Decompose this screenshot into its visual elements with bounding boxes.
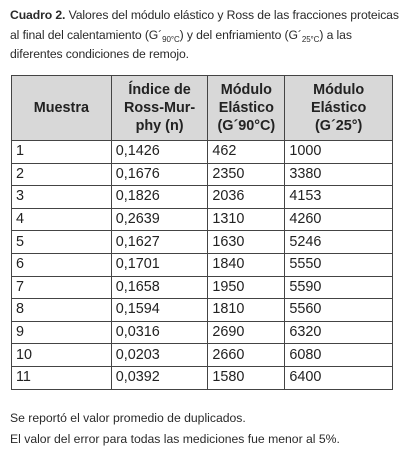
cell-ross: 0,2639 bbox=[111, 208, 208, 231]
caption-subscript-90c: 90°C bbox=[162, 34, 180, 44]
cell-ross: 0,1594 bbox=[111, 299, 208, 322]
cell-g90: 1950 bbox=[208, 276, 285, 299]
cell-ross: 0,0203 bbox=[111, 344, 208, 367]
header-g25-line-1: Módulo bbox=[313, 82, 365, 98]
table-row bbox=[12, 163, 393, 186]
cell-g25: 1000 bbox=[285, 141, 393, 164]
cell-ross: 0,0392 bbox=[111, 366, 208, 389]
caption-text-1: Valores del módulo elástico y Ross de las fracciones proteicas al final del calentamiento (G´ bbox=[10, 8, 399, 42]
caption-text-2: ) y del enfriamiento (G´ bbox=[179, 27, 302, 42]
header-muestra bbox=[12, 76, 112, 141]
cell-g90: 2690 bbox=[208, 321, 285, 344]
header-ross-line-2: Ross-Mur- bbox=[124, 100, 196, 116]
cell-g25: 6320 bbox=[285, 321, 393, 344]
header-ross-line-3: phy (n) bbox=[135, 118, 184, 134]
cell-muestra: 7 bbox=[12, 276, 112, 299]
header-modulo-25c bbox=[285, 76, 393, 141]
header-g25-line-2: Elástico bbox=[311, 100, 367, 116]
table-row bbox=[12, 186, 393, 209]
cell-muestra: 9 bbox=[12, 321, 112, 344]
caption-subscript-25c: 25°C bbox=[301, 34, 320, 44]
header-g90-line-2: Elástico bbox=[218, 100, 274, 116]
table-row bbox=[12, 366, 393, 389]
caption-label: Cuadro 2. bbox=[10, 8, 66, 22]
cell-g25: 5550 bbox=[285, 253, 393, 276]
header-g90-line-1: Módulo bbox=[220, 82, 272, 98]
cell-g25: 5560 bbox=[285, 299, 393, 322]
cell-g90: 1310 bbox=[208, 208, 285, 231]
table-row bbox=[12, 231, 393, 254]
cell-muestra: 10 bbox=[12, 344, 112, 367]
cell-ross: 0,1426 bbox=[111, 141, 208, 164]
cell-muestra: 2 bbox=[12, 163, 112, 186]
cell-ross: 0,1826 bbox=[111, 186, 208, 209]
cell-muestra: 3 bbox=[12, 186, 112, 209]
cell-g90: 462 bbox=[208, 141, 285, 164]
cell-ross: 0,0316 bbox=[111, 321, 208, 344]
cell-ross: 0,1658 bbox=[111, 276, 208, 299]
table-row bbox=[12, 253, 393, 276]
cell-ross: 0,1627 bbox=[111, 231, 208, 254]
table-row bbox=[12, 276, 393, 299]
table-row bbox=[12, 208, 393, 231]
cell-ross: 0,1676 bbox=[111, 163, 208, 186]
cell-g90: 1810 bbox=[208, 299, 285, 322]
cell-muestra: 5 bbox=[12, 231, 112, 254]
cell-g90: 1580 bbox=[208, 366, 285, 389]
caption-text-3: ) a las diferentes condiciones de remojo. bbox=[10, 27, 352, 61]
table-row bbox=[12, 299, 393, 322]
cell-g25: 6080 bbox=[285, 344, 393, 367]
cell-g25: 6400 bbox=[285, 366, 393, 389]
note-error: El valor del error para todas las mediciones fue menor al 5%. bbox=[10, 431, 340, 446]
cell-g25: 3380 bbox=[285, 163, 393, 186]
cell-muestra: 1 bbox=[12, 141, 112, 164]
header-g25-line-3: (G´25°) bbox=[314, 118, 363, 134]
cell-muestra: 11 bbox=[12, 366, 112, 389]
table-header-row bbox=[12, 76, 393, 141]
cell-g90: 1630 bbox=[208, 231, 285, 254]
cell-g25: 4260 bbox=[285, 208, 393, 231]
cell-muestra: 4 bbox=[12, 208, 112, 231]
data-table bbox=[11, 75, 393, 390]
header-g90-line-3: (G´90°C) bbox=[217, 118, 276, 134]
cell-g90: 2660 bbox=[208, 344, 285, 367]
cell-ross: 0,1701 bbox=[111, 253, 208, 276]
cell-g25: 5590 bbox=[285, 276, 393, 299]
table-row bbox=[12, 321, 393, 344]
header-ross-line-1: Índice de bbox=[128, 82, 191, 98]
header-ross-murphy bbox=[111, 76, 208, 141]
cell-g90: 2036 bbox=[208, 186, 285, 209]
cell-muestra: 6 bbox=[12, 253, 112, 276]
header-muestra-label: Muestra bbox=[33, 100, 89, 116]
cell-g90: 2350 bbox=[208, 163, 285, 186]
cell-g25: 5246 bbox=[285, 231, 393, 254]
note-duplicates: Se reportó el valor promedio de duplicados. bbox=[10, 411, 246, 425]
header-modulo-90c bbox=[208, 76, 285, 141]
table-notes bbox=[10, 408, 402, 449]
cell-g90: 1840 bbox=[208, 253, 285, 276]
cell-g25: 4153 bbox=[285, 186, 393, 209]
table-row bbox=[12, 344, 393, 367]
table-row bbox=[12, 141, 393, 164]
table-caption bbox=[10, 6, 402, 65]
cell-muestra: 8 bbox=[12, 299, 112, 322]
